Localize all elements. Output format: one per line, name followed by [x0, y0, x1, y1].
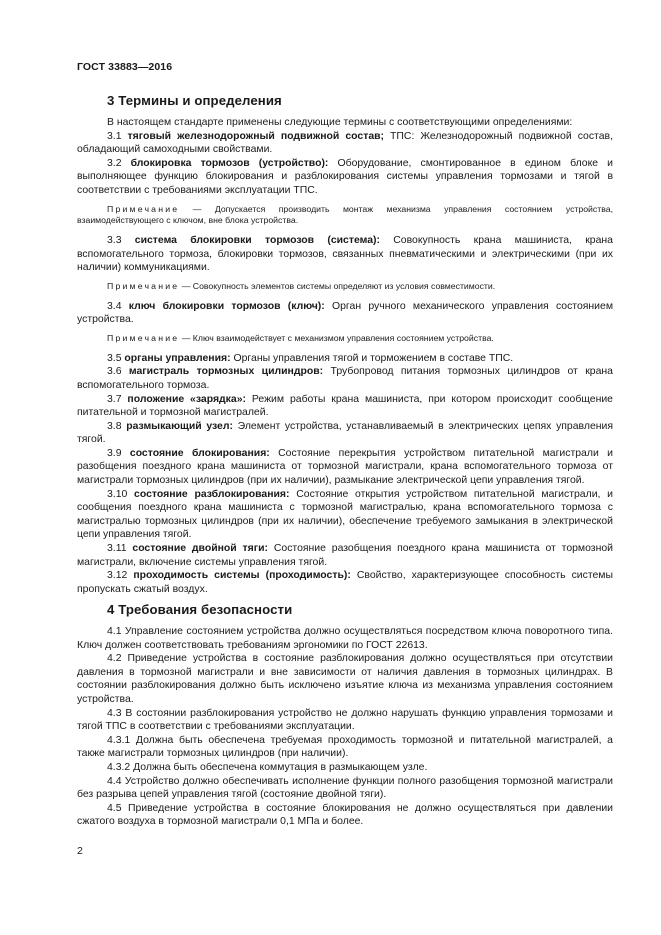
section-title: 3 Термины и определения [107, 93, 282, 108]
term-name: органы управления: [124, 352, 231, 364]
clause-4-3-1: 4.3.1 Должна быть обеспечена требуемая проходимость тормозной и питательной магистралей, а также магистрали тормозных цилиндров (при наличии). [77, 734, 613, 760]
term-name: положение «зарядка»: [127, 393, 246, 405]
clause-4-5: 4.5 Приведение устройства в состояние блокирования не должно осуществляться при давлении сжатого воздуха в тормозной магистрали 0,1 МПа и более. [77, 802, 613, 828]
term-name: состояние разблокирования: [134, 488, 290, 500]
term-3-2: 3.2 блокировка тормозов (устройство): Оборудование, смонтированное в едином блоке и выполняющее функцию блокирования и разблокирования системы управления тормозами и тягой в соответствии с требованиями эксплуатации ТПС. [77, 157, 613, 196]
term-3-12: 3.12 проходимость системы (проходимость): Свойство, характеризующее способность системы пропускать сжатый воздух. [77, 570, 613, 595]
note-3-4: Примечание — Ключ взаимодействует с механизмом управления состоянием устройства. [107, 332, 494, 343]
term-name: размыкающий узел: [126, 420, 233, 432]
term-3-8: 3.8 размыкающий узел: Элемент устройства, устанавливаемый в электрических цепях управления тягой. [77, 420, 613, 446]
clause-4-1: 4.1 Управление состоянием устройства должно осуществляться посредством ключа поворотного типа. Ключ должен соответствовать требованиям эргономики по ГОСТ 22613. [77, 626, 613, 651]
note-3-2: Примечание — Допускается производить монтаж механизма управления состоянием устройства, взаимодействующего с ключом, вне блока устройства. [77, 203, 613, 226]
term-3-3: 3.3 система блокировки тормозов (система): Совокупность крана машиниста, крана вспомогательного тормоза, блокировки тормозов, связанных пневматическими и электрическими (при их наличии) коммуникациями. [77, 235, 613, 274]
section-safety [77, 602, 613, 829]
clause-4-3-2: 4.3.2 Должна быть обеспечена коммутация в размыкающем узле. [107, 761, 428, 773]
note-3-3: Примечание — Совокупность элементов системы определяют из условия совместимости. [107, 280, 496, 291]
term-name: система блокировки тормозов (система): [134, 235, 380, 247]
term-3-1: 3.1 тяговый железнодорожный подвижной состав; ТПС: Железнодорожный подвижной состав, обладающий самоходными свойствами. [77, 130, 613, 156]
term-3-9: 3.9 состояние блокирования: Состояние перекрытия устройством питательной магистрали и разобщения поездного крана машиниста от тормозной магистрали, крана вспомогательного тормоза от магистрали тормозных цилиндров (при их наличии), размыкание электрической цепи управления тягой. [77, 447, 613, 487]
section-title: 4 Требования безопасности [107, 602, 293, 617]
term-3-5: 3.5 органы управления: Органы управления тягой и торможением в составе ТПС. [107, 352, 514, 364]
document-header: ГОСТ 33883—2016 [77, 61, 173, 73]
term-name: состояние двойной тяги: [132, 543, 268, 555]
term-3-10: 3.10 состояние разблокирования: Состояние открытия устройством питательной магистрали, и сообщения поездного крана машиниста с тормозной магистралью, крана вспомогательного тормоза с магистралью тормозных цилиндров (при их наличии), обеспечение требуемого замыкания в электрической цепи управления тягой. [77, 488, 613, 541]
term-name: ключ блокировки тормозов (ключ): [128, 300, 325, 312]
clause-4-4: 4.4 Устройство должно обеспечивать исполнение функции полного разобщения тормозной магистрали без разрыва цепей управления тягой (состояние двойной тяги). [77, 775, 613, 801]
term-3-7: 3.7 положение «зарядка»: Режим работы крана машиниста, при котором происходит сообщение питательной и тормозной магистралей. [77, 393, 613, 419]
term-3-11: 3.11 состояние двойной тяги: Состояние разобщения поездного крана машиниста от тормозной магистрали, включение системы управления тягой. [77, 543, 613, 568]
term-name: магистраль тормозных цилиндров: [128, 366, 324, 378]
clause-4-3: 4.3 В состоянии разблокирования устройство не должно нарушать функцию управления тормозами и тягой ТПС в соответствии с требованиями эксплуатации. [77, 707, 613, 733]
page-number: 2 [77, 845, 83, 857]
section-intro: В настоящем стандарте применены следующие термины с соответствующими определениями: [107, 117, 573, 128]
term-name: состояние блокирования: [129, 447, 270, 459]
term-3-6: 3.6 магистраль тормозных цилиндров: Трубопровод питания тормозных цилиндров от крана вспомогательного тормоза. [77, 366, 613, 391]
clause-4-2: 4.2 Приведение устройства в состояние разблокирования должно осуществляться при отсутствии давления в тормозной магистрали и вне зависимости от наличия давления в тормозных цилиндрах. В состоянии разблокирования должно быть исключено изъятие ключа из механизма управления состоянием устройства. [77, 653, 613, 705]
term-name: проходимость системы (проходимость): [133, 570, 351, 582]
term-3-4: 3.4 ключ блокировки тормозов (ключ): Орган ручного механического управления состоянием устройства. [77, 300, 613, 326]
term-name: блокировка тормозов (устройство): [130, 157, 329, 169]
section-terms [77, 93, 613, 596]
term-name: тяговый железнодорожный подвижной состав; [127, 130, 385, 142]
